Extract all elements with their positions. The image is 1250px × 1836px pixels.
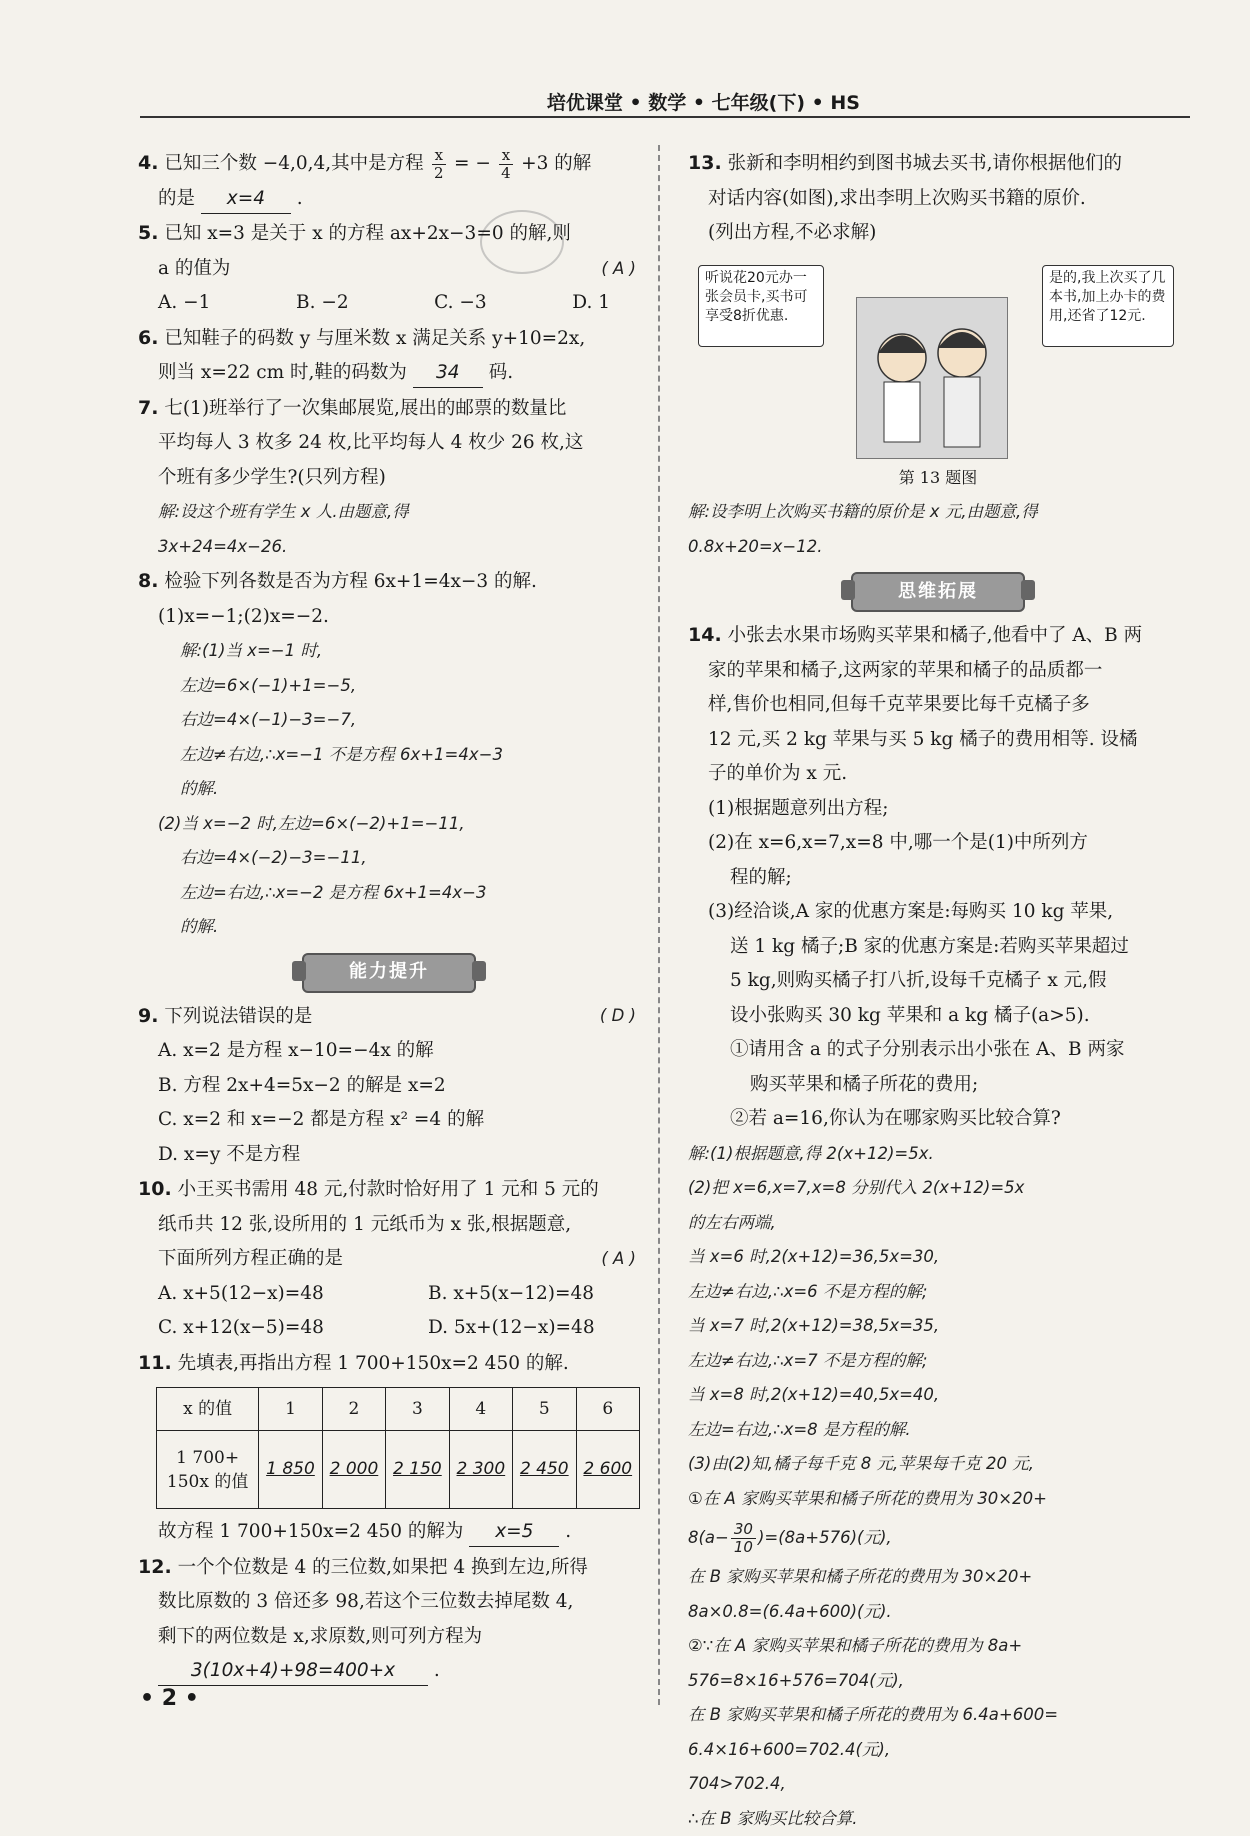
solution-line: 解:(1)当 x=−1 时, [180, 641, 323, 660]
section-banner-thinking: 思维拓展 [851, 572, 1025, 612]
answer-choice: ( A ) [601, 1249, 636, 1268]
page-header [140, 86, 1190, 118]
question-4: 4. 已知三个数 −4,0,4,其中是方程 $\frac{x}{2}$ = − $\frac{x}{4}$ +3 的解 的是 x=4 . [138, 146, 640, 216]
table-row: x 的值 1 2 3 4 5 6 [157, 1388, 640, 1431]
answer-blank: 3(10x+4)+98=400+x [158, 1657, 428, 1686]
fraction: $\frac{30}{10}$ [731, 1521, 756, 1556]
options: A. −1 B. −2 C. −3 D. 1 [158, 292, 610, 313]
value-table [156, 1387, 640, 1509]
section-banner-ability: 能力提升 [302, 953, 476, 993]
question-14: 14. 小张去水果市场购买苹果和橘子,他看中了 A、B 两 家的苹果和橘子,这两家的苹果和橘子的品质都一 样,售价也相同,但每千克苹果要比每千克橘子多 12 元,买 2 kg 苹果与买 5 kg 橘子的费用相等. 设橘 子的单价为 x 元. (1)根据题意列出方程; (2)在 x=6,x=7,x=8 中,哪一个是(1)中所列方 程的解; (3)经洽谈,A 家的优惠方案是:每购买 10 kg 苹果, 送 1 kg 橘子;B 家的优惠方案是:若购买苹果超过 5 kg,则购买橘子打八折,设每千克橘子 x 元,假 设小张购买 30 kg 苹果和 a kg 橘子(a>5). ①请用含 a 的式子分别表示出小张在 A、B 两家 购买苹果和橘子所花的费用; ②若 a=16,你认为在哪家购买比较合算? 解:(1)根据题意,得 2(x+12)=5x. (2)把 x=6,x=7,x=8 分别代入 2(x+12)=5x 的左右两端, 当 x=6 时,2(x+12)=36,5x=30, 左边≠右边,∴x=6 不是方程的解; 当 x=7 时,2(x+12)=38,5x=35, 左边≠右边,∴x=7 不是方程的解; 当 x=8 时,2(x+12)=40,5x=40, 左边=右边,∴x=8 是方程的解. (3)由(2)知,橘子每千克 8 元,苹果每千克 20 元, ①在 A 家购买苹果和橘子所花的费用为 30×20+ 8(a− $\frac{30}{10}$ )=(8a+576)(元), 在 B 家购买苹果和橘子所花的费用为 30×20+ 8a×0.8=(6.4a+600)(元). ②∵在 A 家购买苹果和橘子所花的费用为 8a+ 576=8×16+576=704(元), 在 B 家购买苹果和橘子所花的费用为 6.4a+600= 6.4×16+600=702.4(元), 704>702.4, ∴在 B 家购买比较合算. [688, 618, 1188, 1836]
question-7: 7. 七(1)班举行了一次集邮展览,展出的邮票的数量比 平均每人 3 枚多 24 枚,比平均每人 4 枚少 26 枚,这 个班有多少学生?(只列方程) 解:设这个班有学生 x 人.由题意,得 3x+24=4x−26. [138, 391, 640, 565]
dialogue-figure [698, 257, 1178, 457]
answer-choice: ( A ) [601, 258, 636, 278]
question-number: 4. [138, 152, 159, 174]
fraction: $\frac{x}{4}$ [499, 147, 513, 182]
answer-blank: x=5 [469, 1518, 559, 1547]
solution-fraction-line: 8(a− $\frac{30}{10}$ )=(8a+576)(元), [688, 1520, 892, 1556]
table-row: 1 700+ 150x 的值 1 850 2 000 2 150 2 300 2 450 2 600 [157, 1431, 640, 1509]
answer-blank: 34 [413, 359, 483, 388]
speech-bubble-left: 听说花20元办一张会员卡,买书可享受8折优惠. [698, 265, 824, 347]
question-13: 13. 张新和李明相约到图书城去买书,请你根据他们的 对话内容(如图),求出李明上次购买书籍的原价. (列出方程,不必求解) 听说花20元办一张会员卡,买书可享受8折优惠. 是的,我上次买了几本书,加上办卡的费用,还省了12元. 第 13 题图 解:设李明上次购买书籍的原价是 x 元,由题意,得 0.8x+20=x−12. [688, 146, 1188, 564]
question-11: 11. 先填表,再指出方程 1 700+150x=2 450 的解. x 的值 1 2 3 4 5 6 1 700+ 150x 的值 1 850 2 000 2 150 2 300 2 450 2 600 故方程 1 700+150x=2 450 的解为 x=5 . [138, 1346, 640, 1550]
question-9: 9. 下列说法错误的是 ( D ) A. x=2 是方程 x−10=−4x 的解 B. 方程 2x+4=5x−2 的解是 x=2 C. x=2 和 x=−2 都是方程 x² =4 的解 D. x=y 不是方程 [138, 999, 640, 1173]
speech-bubble-right: 是的,我上次买了几本书,加上办卡的费用,还省了12元. [1042, 265, 1174, 347]
left-column [138, 146, 640, 1689]
table-header: 1 700+ 150x 的值 [157, 1431, 259, 1509]
solution: 解:设这个班有学生 x 人.由题意,得 [158, 502, 409, 521]
question-8: 8. 检验下列各数是否为方程 6x+1=4x−3 的解. (1)x=−1;(2)x=−2. 解:(1)当 x=−1 时, 左边=6×(−1)+1=−5, 右边=4×(−1)−3=−7, 左边≠右边,∴x=−1 不是方程 6x+1=4x−3 的解. (2)当 x=−2 时,左边=6×(−2)+1=−11, 右边=4×(−2)−3=−11, 左边=右边,∴x=−2 是方程 6x+1=4x−3 的解. [138, 564, 640, 945]
options: A. x+5(12−x)=48 B. x+5(x−12)=48 C. x+12(x−5)=48 D. 5x+(12−x)=48 [158, 1282, 595, 1338]
solution: 解:设李明上次购买书籍的原价是 x 元,由题意,得 [688, 502, 1038, 521]
solution-line: 解:(1)根据题意,得 2(x+12)=5x. [688, 1143, 934, 1163]
question-10: 10. 小王买书需用 48 元,付款时恰好用了 1 元和 5 元的 纸币共 12 张,设所用的 1 元纸币为 x 张,根据题意, 下面所列方程正确的是 ( A ) A. x+5(12−x)=48 B. x+5(x−12)=48 C. x+12(x−5)=48 D. 5x+(12−x)=48 [138, 1172, 640, 1346]
fraction: $\frac{x}{2}$ [432, 147, 446, 182]
header-title: 培优课堂 • 数学 • 七年级(下) • HS [546, 92, 860, 114]
table-header: x 的值 [157, 1388, 259, 1431]
children-illustration [856, 297, 1008, 459]
answer-choice: ( D ) [599, 1005, 636, 1025]
page-number: • 2 • [140, 1686, 199, 1711]
column-divider [658, 145, 660, 1705]
question-12: 12. 一个个位数是 4 的三位数,如果把 4 换到左边,所得 数比原数的 3 倍还多 98,若这个三位数去掉尾数 4, 剩下的两位数是 x,求原数,则可列方程为 3(10x+4)+98=400+x . [138, 1550, 640, 1689]
question-5: 5. 已知 x=3 是关于 x 的方程 ax+2x−3=0 的解,则 a 的值为 ( A ) A. −1 B. −2 C. −3 D. 1 [138, 216, 640, 321]
question-6: 6. 已知鞋子的码数 y 与厘米数 x 满足关系 y+10=2x, 则当 x=22 cm 时,鞋的码数为 34 码. [138, 321, 640, 391]
right-column [688, 146, 1188, 1836]
question-text: 已知三个数 −4,0,4,其中是方程 [164, 153, 424, 174]
figure-caption: 第 13 题图 [898, 467, 978, 487]
answer-blank: x=4 [201, 185, 291, 214]
